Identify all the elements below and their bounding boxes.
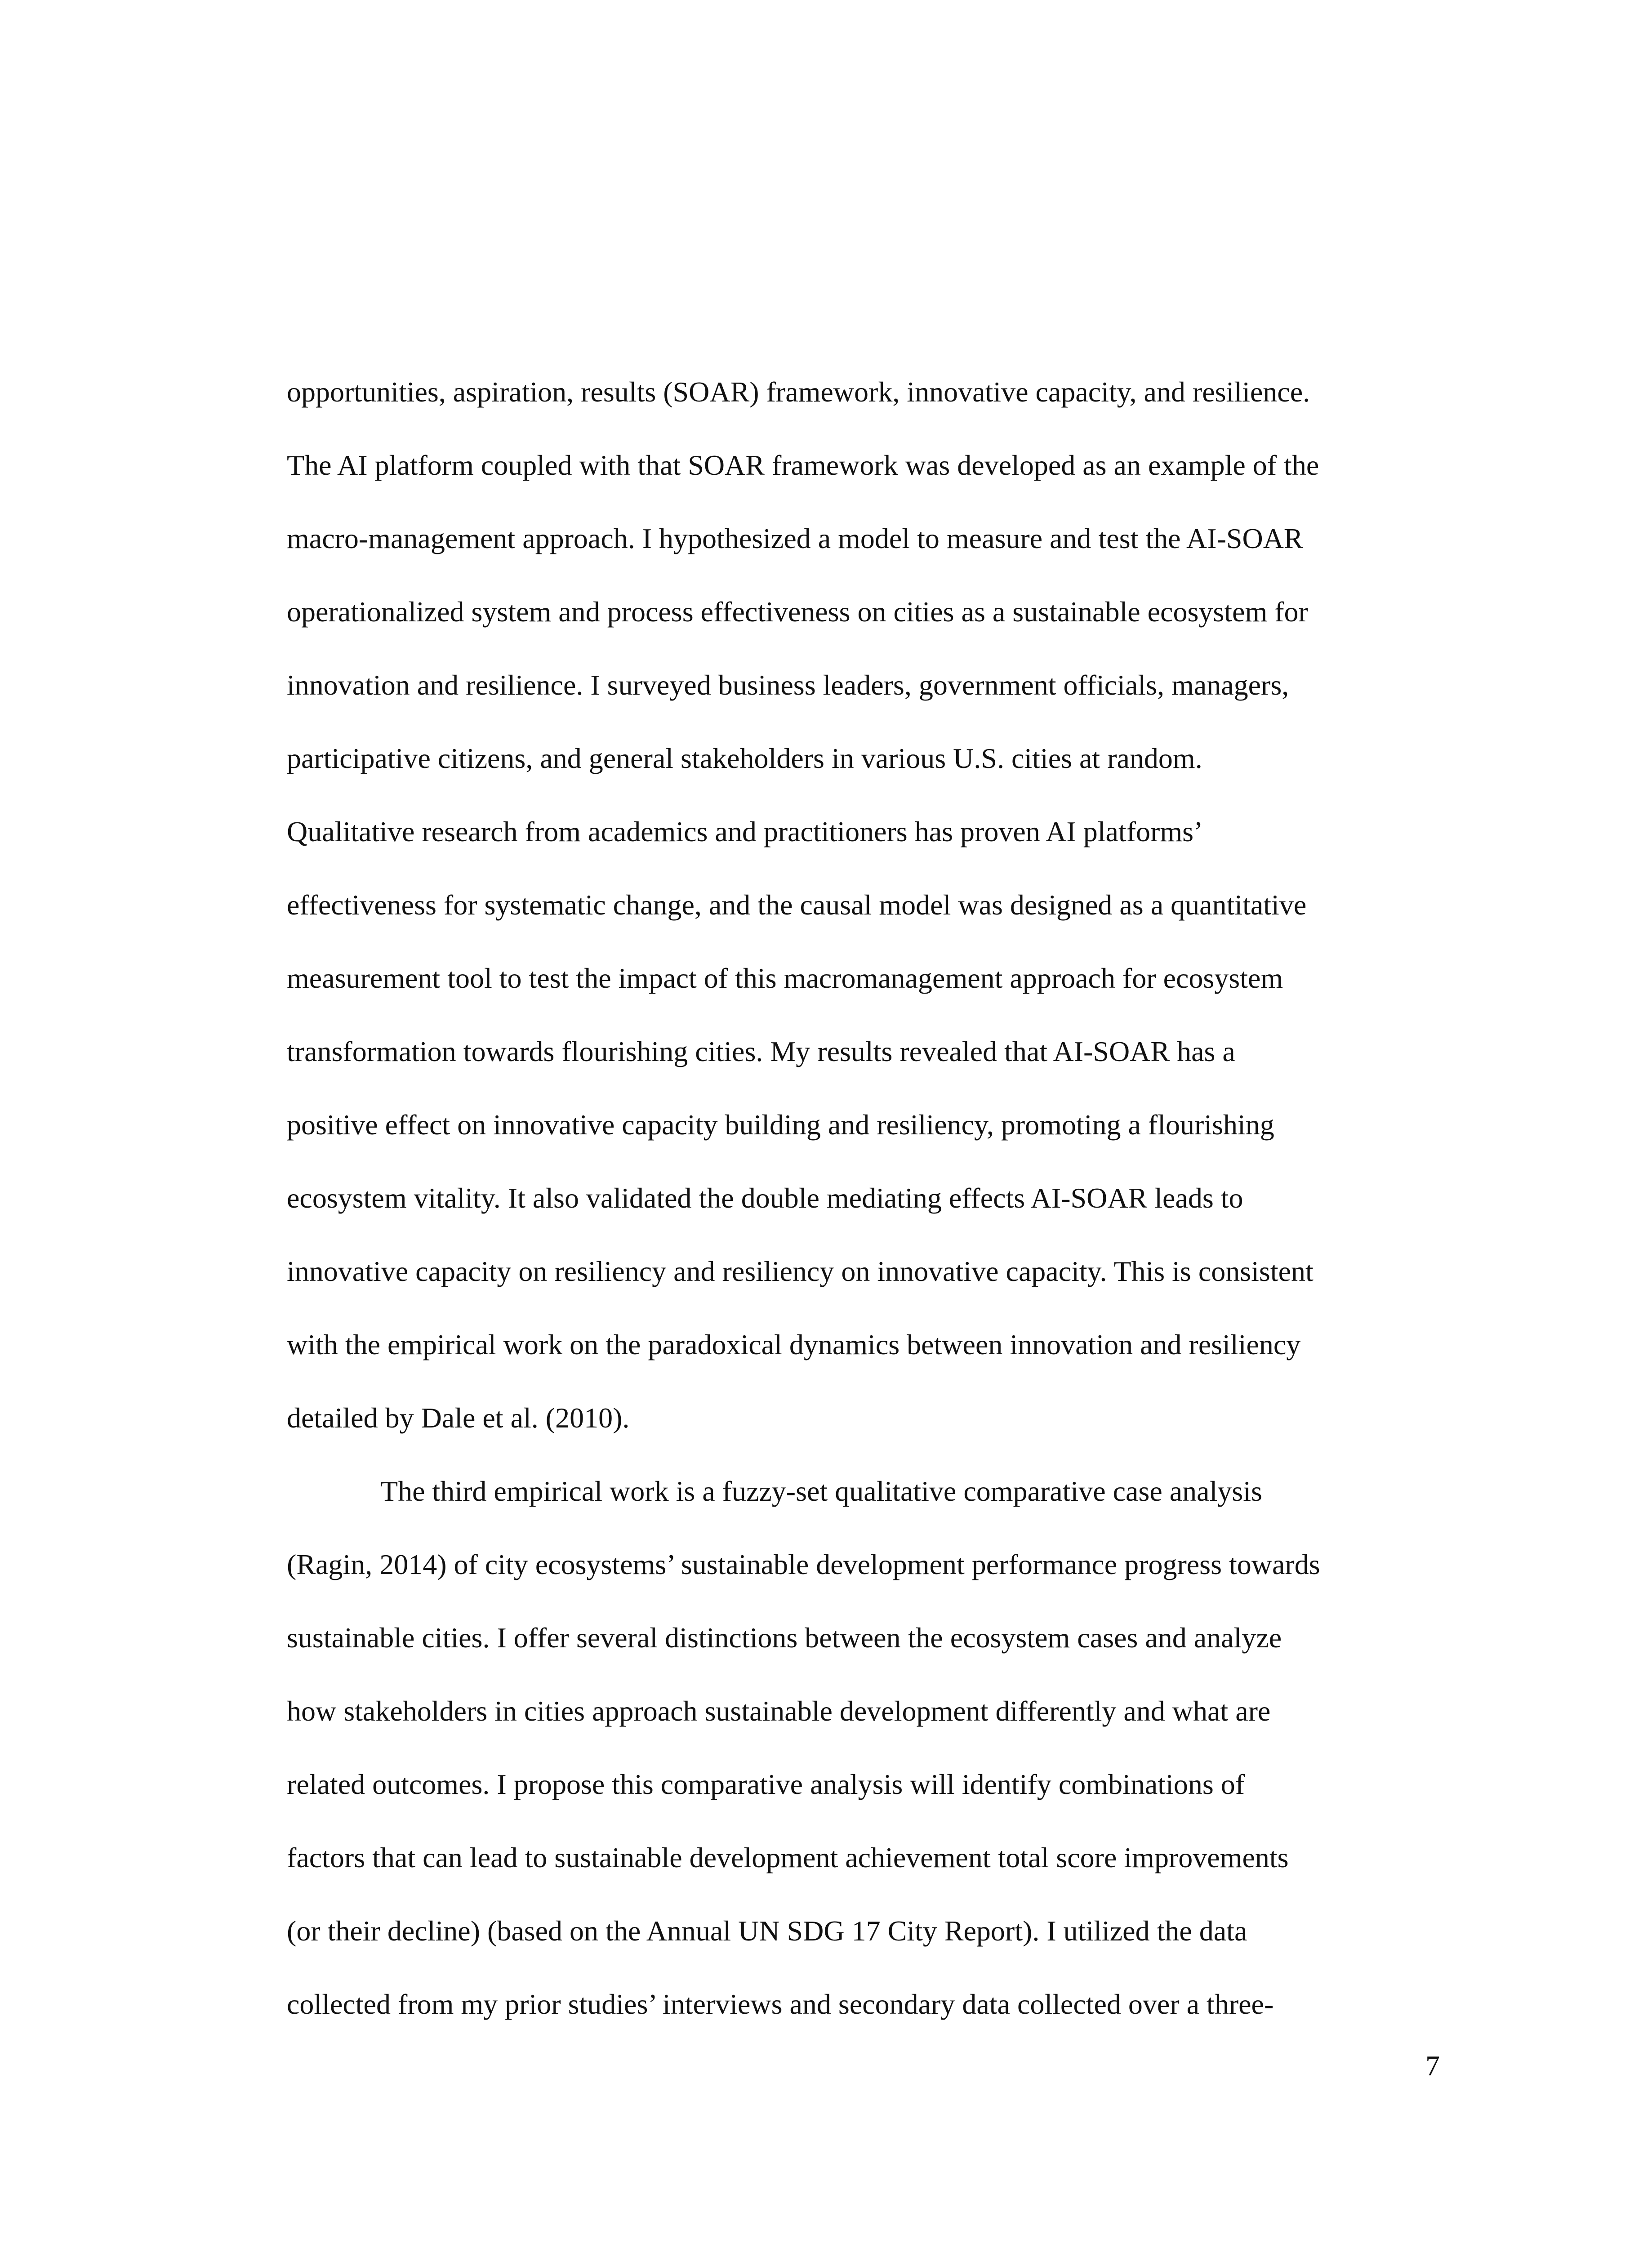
text-line: measurement tool to test the impact of this macromanagement approach for ecosystem <box>287 962 1283 994</box>
text-line: participative citizens, and general stakeholders in various U.S. cities at random. <box>287 742 1202 774</box>
text-line: factors that can lead to sustainable development achievement total score improvements <box>287 1842 1289 1873</box>
text-line: ecosystem vitality. It also validated the double mediating effects AI-SOAR leads to <box>287 1182 1243 1214</box>
text-line: effectiveness for systematic change, and the causal model was designed as a quantitative <box>287 889 1307 921</box>
text-line: detailed by Dale et al. (2010). <box>287 1402 630 1434</box>
text-line: operationalized system and process effectiveness on cities as a sustainable ecosystem for <box>287 596 1308 628</box>
text-line: related outcomes. I propose this comparative analysis will identify combinations of <box>287 1768 1245 1800</box>
text-line: The AI platform coupled with that SOAR framework was developed as an example of the <box>287 449 1319 481</box>
text-line: innovation and resilience. I surveyed business leaders, government officials, managers, <box>287 669 1289 701</box>
text-line: macro-management approach. I hypothesized a model to measure and test the AI-SOAR <box>287 522 1303 554</box>
text-line: collected from my prior studies’ interviews and secondary data collected over a three- <box>287 1988 1274 2020</box>
text-line: (Ragin, 2014) of city ecosystems’ sustainable development performance progress towards <box>287 1548 1320 1580</box>
paragraph-first-line: The third empirical work is a fuzzy-set qualitative comparative case analysis <box>380 1475 1262 1507</box>
page-number: 7 <box>1425 2050 1440 2082</box>
text-line: positive effect on innovative capacity building and resiliency, promoting a flourishing <box>287 1109 1274 1141</box>
body-text <box>287 355 1438 2041</box>
text-line: innovative capacity on resiliency and resiliency on innovative capacity. This is consistent <box>287 1255 1314 1287</box>
text-line: how stakeholders in cities approach sustainable development differently and what are <box>287 1695 1271 1727</box>
text-line: (or their decline) (based on the Annual UN SDG 17 City Report). I utilized the data <box>287 1915 1247 1947</box>
text-line: opportunities, aspiration, results (SOAR) framework, innovative capacity, and resilience. <box>287 376 1310 408</box>
text-line: with the empirical work on the paradoxical dynamics between innovation and resiliency <box>287 1329 1301 1360</box>
text-line: sustainable cities. I offer several distinctions between the ecosystem cases and analyze <box>287 1622 1282 1654</box>
text-line: transformation towards flourishing cities. My results revealed that AI-SOAR has a <box>287 1035 1235 1067</box>
text-line: Qualitative research from academics and practitioners has proven AI platforms’ <box>287 816 1203 847</box>
